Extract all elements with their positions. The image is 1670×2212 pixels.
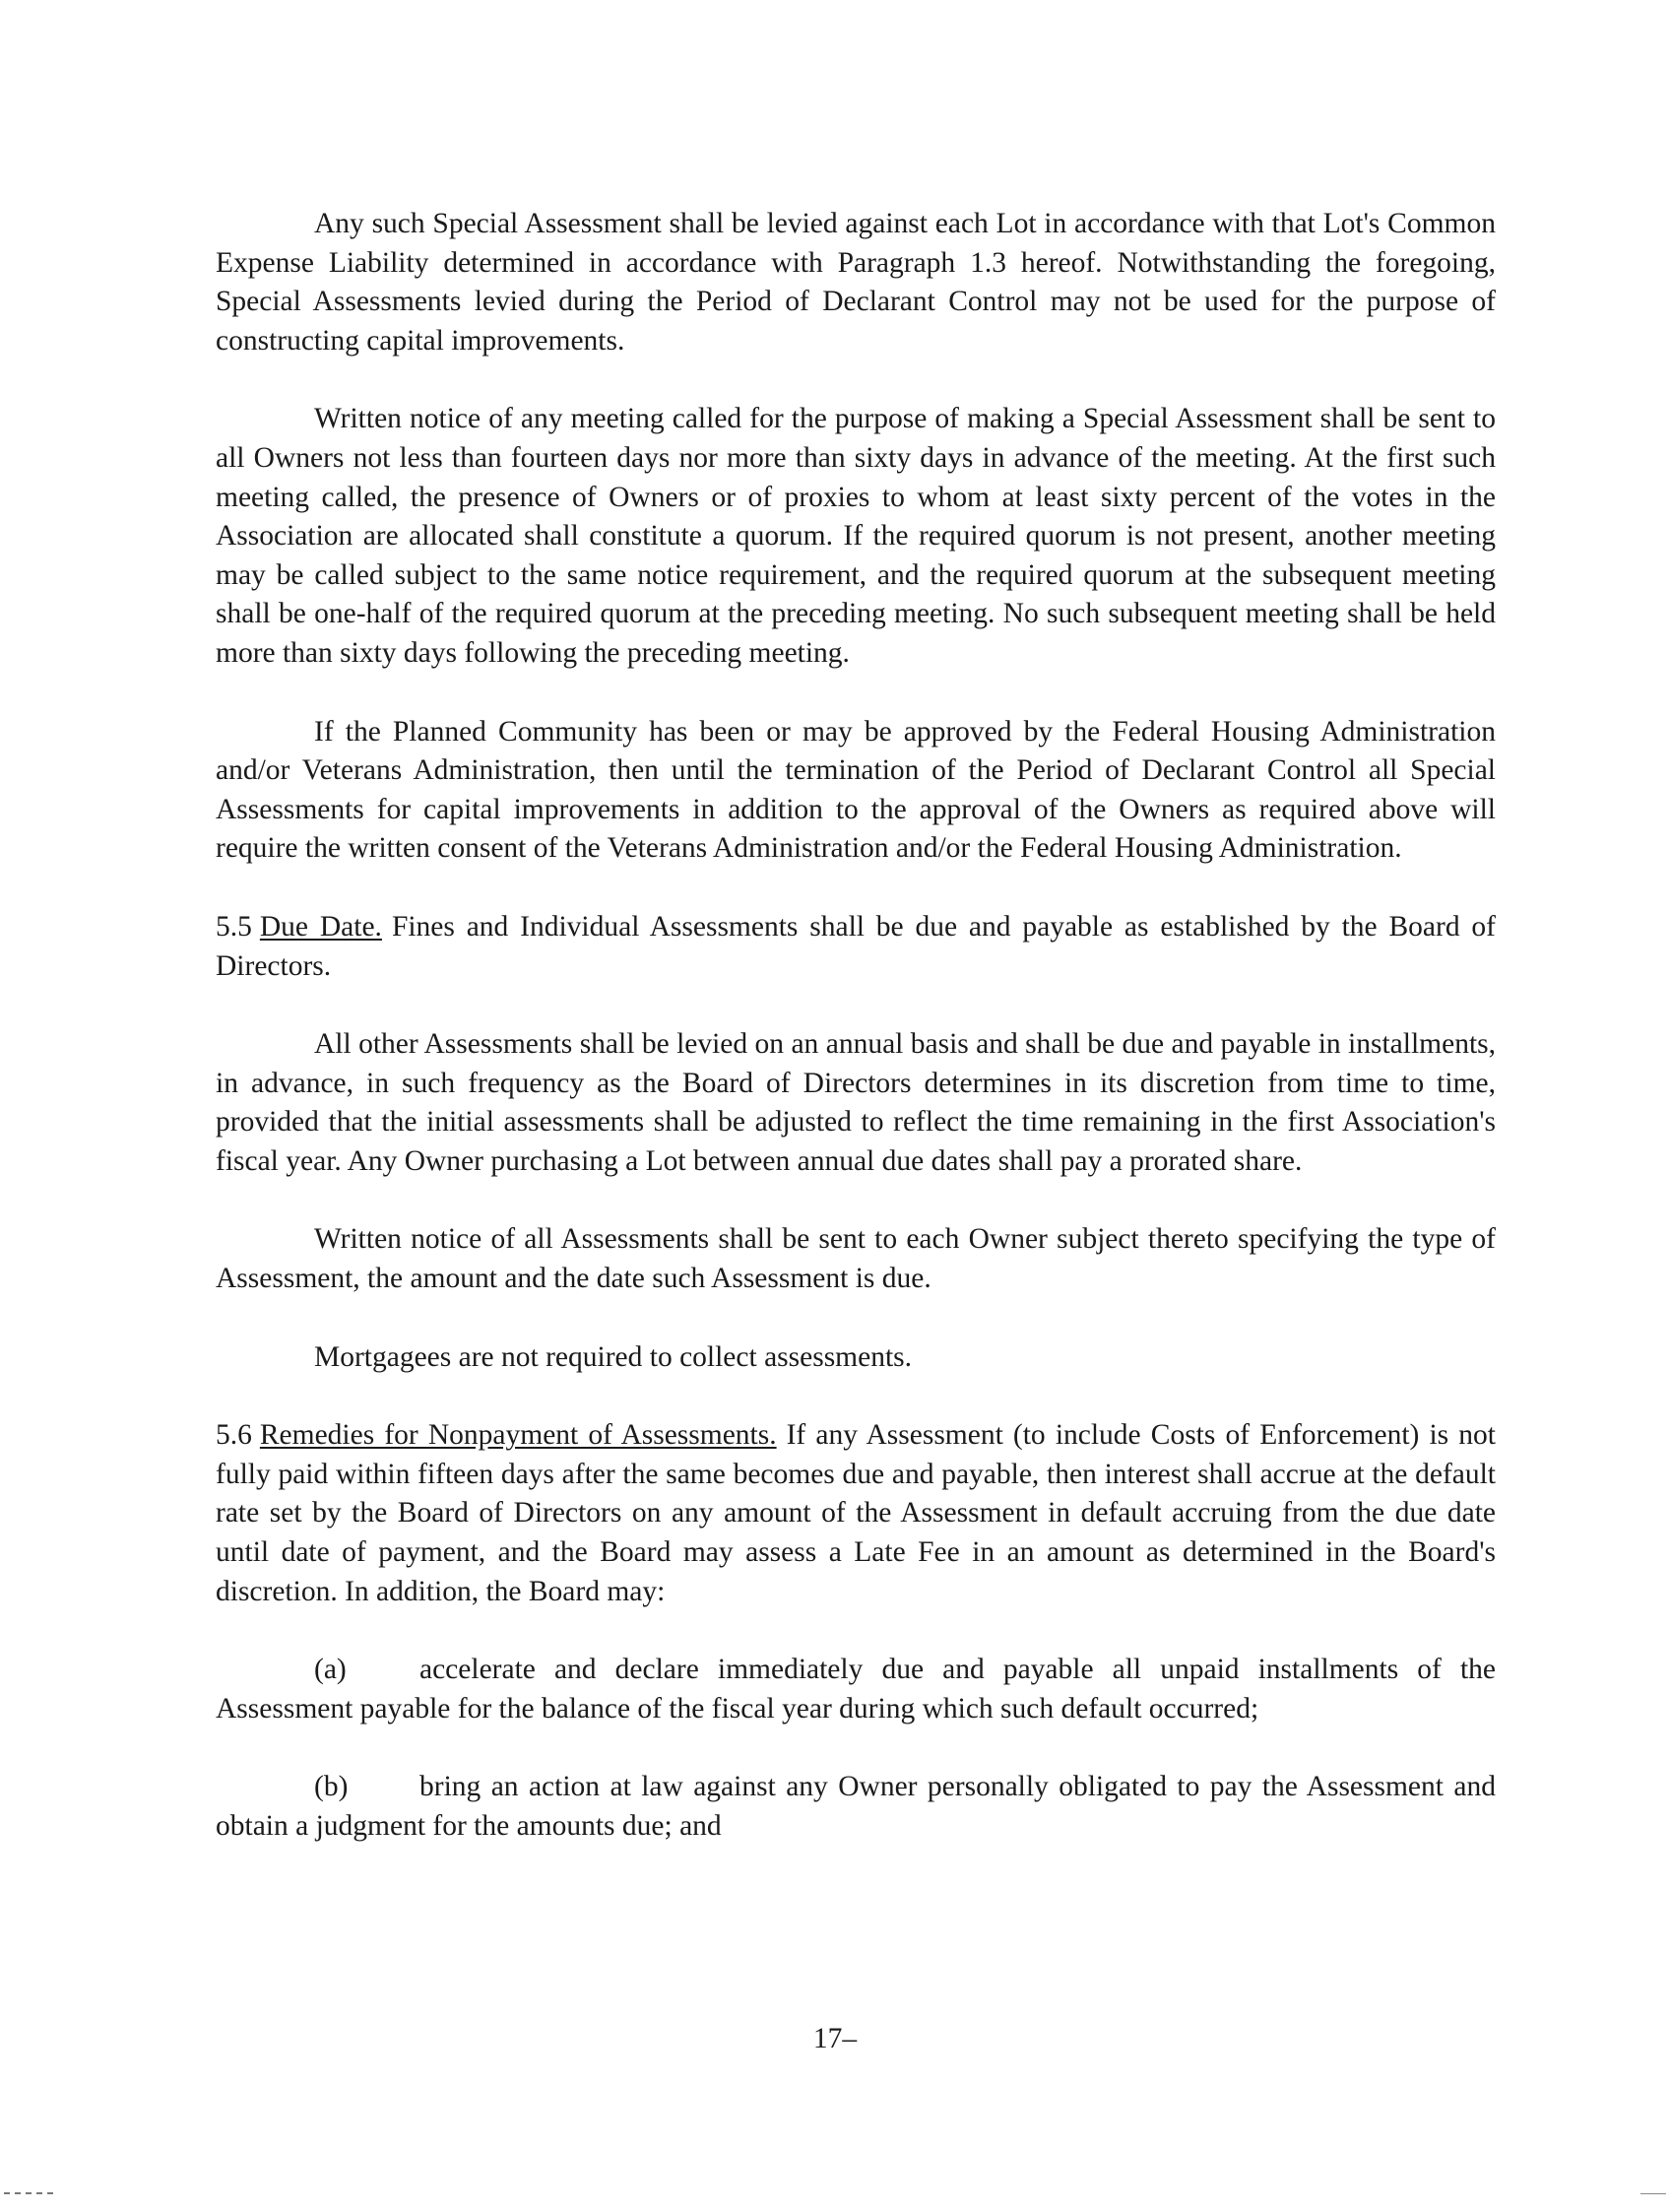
section-title: Remedies for Nonpayment of Assessments.: [259, 1419, 777, 1452]
scan-artifact-right: [1640, 2193, 1666, 2194]
paragraph-special-assessment-meeting-notice: Written notice of any meeting called for the purpose of making a Special Assessment shall be sent to all Owners not less than fourteen days nor more than sixty days in advance of the meeting. At the first such meeting called, the presence of Owners or of proxies to whom at least sixty percent of the votes in the Association are allocated shall constitute a quorum. If the required quorum is not present, another meeting may be called subject to the same notice requirement, and the required quorum at the subsequent meeting shall be one-half of the required quorum at the preceding meeting. No such subsequent meeting shall be held more than sixty days following the preceding meeting.: [216, 403, 1496, 669]
list-item-a: [216, 1651, 1496, 1728]
section-5-5-due-date: [216, 908, 1496, 986]
page-number: 17–: [812, 2023, 858, 2054]
section-number: 5.6: [216, 1419, 252, 1452]
list-item-text: accelerate and declare immediately due and payable all unpaid installments of the Assessment payable for the balance of the fiscal year during which such default occurred;: [216, 1654, 1496, 1724]
list-item-label: (b): [314, 1771, 349, 1803]
section-title: Due Date.: [259, 910, 382, 943]
list-item-b: [216, 1768, 1496, 1846]
section-text: Fines and Individual Assessments shall be due and payable as established by the Board of Directors.: [216, 910, 1496, 982]
paragraph-written-notice-assessments: Written notice of all Assessments shall be sent to each Owner subject thereto specifying the type of Assessment, the amount and the date such Assessment is due.: [216, 1223, 1496, 1295]
paragraph-fha-va-approval: If the Planned Community has been or may be approved by the Federal Housing Administration and/or Veterans Administration, then until the termination of the Period of Declarant Control all Special Assessments for capital improvements in addition to the approval of the Owners as required above will require the written consent of the Veterans Administration and/or the Federal Housing Administration.: [216, 715, 1496, 865]
scan-artifact-left: [4, 2192, 53, 2196]
list-item-text: bring an action at law against any Owner personally obligated to pay the Assessment and obtain a judgment for the amounts due; and: [216, 1771, 1496, 1842]
paragraph-mortgagees: Mortgagees are not required to collect assessments.: [314, 1340, 913, 1373]
paragraph-annual-assessments: All other Assessments shall be levied on an annual basis and shall be due and payable in installments, in advance, in such frequency as the Board of Directors determines in its discretion from time to time, provided that the initial assessments shall be adjusted to reflect the time remaining in the first Association's fiscal year. Any Owner purchasing a Lot between annual due dates shall pay a prorated share.: [216, 1028, 1496, 1177]
section-5-6-remedies: [216, 1416, 1496, 1611]
list-item-label: (a): [314, 1654, 347, 1686]
section-text: If any Assessment (to include Costs of Enforcement) is not fully paid within fifteen days after the same becomes due and payable, then interest shall accrue at the default rate set by the Board of Directors on any amount of the Assessment in default accruing from the due date until date of payment, and the Board may assess a Late Fee in an amount as determined in the Board's discretion. In addition, the Board may:: [216, 1419, 1496, 1607]
document-page: [216, 205, 1496, 1886]
paragraph-special-assessment-levy: Any such Special Assessment shall be levied against each Lot in accordance with that Lot's Common Expense Liability determined in accordance with Paragraph 1.3 hereof. Notwithstanding the foregoing, Special Assessments levied during the Period of Declarant Control may not be used for the purpose of constructing capital improvements.: [216, 208, 1496, 357]
section-number: 5.5: [216, 910, 252, 943]
